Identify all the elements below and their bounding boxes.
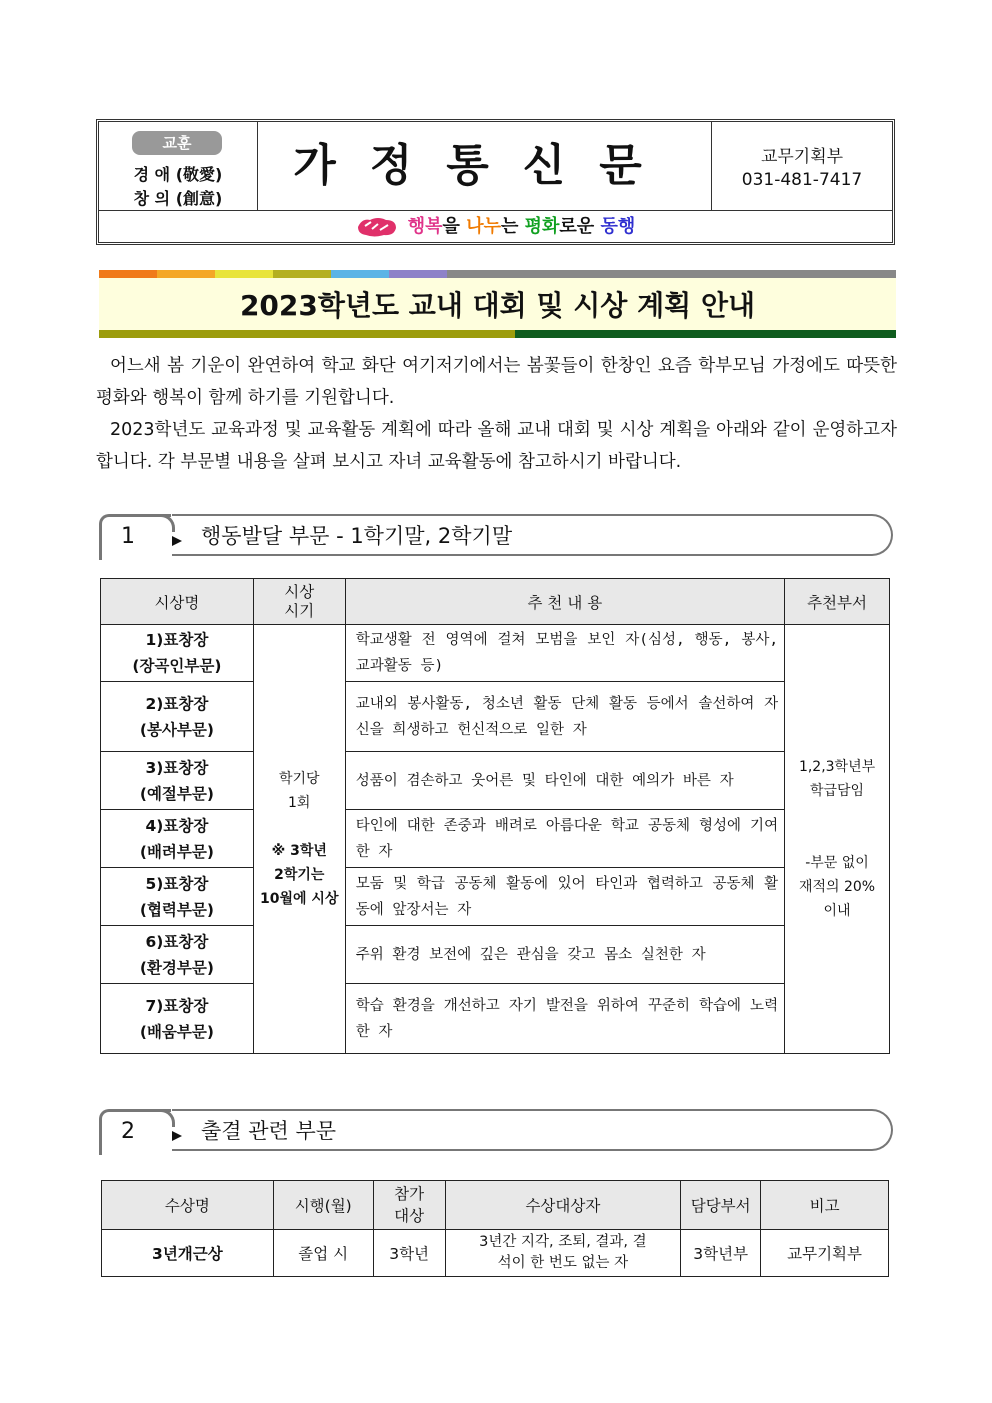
award-content: 타인에 대한 존중과 배려로 아름다운 학교 공동체 형성에 기여한 자 <box>345 810 784 868</box>
behavior-award-table <box>100 578 890 1054</box>
school-logo-icon <box>356 216 398 238</box>
contact-info <box>711 122 892 210</box>
header-award-name: 수상명 <box>102 1181 274 1230</box>
section-number: 2 <box>121 1119 135 1144</box>
table-header-row <box>101 579 890 625</box>
header-content: 추 천 내 용 <box>345 579 784 625</box>
award-time: 학기당 1회 ※ 3학년 2학기는 10월에 시상 <box>253 625 345 1054</box>
table-row <box>102 1230 889 1277</box>
table-row <box>101 868 890 926</box>
award-content: 학습 환경을 개선하고 자기 발전을 위하여 꾸준히 학습에 노력한 자 <box>345 984 784 1054</box>
award-content: 성품이 겸손하고 웃어른 및 타인에 대한 예의가 바른 자 <box>345 752 784 810</box>
slogan <box>99 212 892 242</box>
motto-tag: 교훈 <box>132 131 222 155</box>
attendance-award-table <box>101 1180 889 1277</box>
header-time: 시행(월) <box>273 1181 373 1230</box>
table-row <box>101 682 890 752</box>
slogan-text-1: 을 <box>442 216 467 237</box>
header-dept: 담당부서 <box>681 1181 761 1230</box>
header-top-row <box>99 122 892 211</box>
award-recipient: 3년간 지각, 조퇴, 결과, 결 석이 한 번도 없는 자 <box>445 1230 681 1277</box>
header-note: 비고 <box>761 1181 889 1230</box>
slogan-text-3: 로운 <box>559 216 601 237</box>
table-header-row <box>102 1181 889 1230</box>
newsletter-header <box>96 119 895 245</box>
phone-number: 031-481-7417 <box>741 170 863 190</box>
award-target: 3학년 <box>373 1230 445 1277</box>
table-row <box>101 810 890 868</box>
award-name: 5)표창장 (협력부문) <box>101 868 254 926</box>
slogan-share: 나누 <box>466 216 501 237</box>
table-row <box>101 625 890 682</box>
section-number: 1 <box>121 524 135 549</box>
table-row <box>101 984 890 1054</box>
notice-title: 2023학년도 교내 대회 및 시상 계획 안내 <box>239 289 756 322</box>
section-title: 행동발달 부문 - 1학기말, 2학기말 <box>201 524 513 548</box>
slogan-together: 동행 <box>600 216 636 237</box>
intro-paragraph-2: 2023학년도 교육과정 및 교육활동 계획에 따라 올해 교내 대회 및 시상 계획을 아래와 같이 운영하고자 합니다. 각 부문별 내용을 살펴 보시고 자녀 교육활동에 참고하시기 바랍니다. <box>96 420 897 472</box>
department: 교무기획부 <box>760 147 844 167</box>
school-motto <box>99 122 258 210</box>
header-award-time: 시상 시기 <box>253 579 345 625</box>
header-dept: 추천부서 <box>785 579 890 625</box>
award-name: 4)표창장 (배려부문) <box>101 810 254 868</box>
award-name: 1)표창장 (장곡인부문) <box>101 625 254 682</box>
table-row <box>101 926 890 984</box>
slogan-happy: 행복 <box>407 216 443 237</box>
award-content: 주위 환경 보전에 깊은 관심을 갖고 몸소 실천한 자 <box>345 926 784 984</box>
arrow-icon <box>172 536 182 546</box>
award-name: 3)표창장 (예절부문) <box>101 752 254 810</box>
award-time: 졸업 시 <box>273 1230 373 1277</box>
recommend-dept: 1,2,3학년부 학급담임 -부문 없이 재적의 20% 이내 <box>785 625 890 1054</box>
award-name: 3년개근상 <box>102 1230 274 1277</box>
section-title: 출결 관련 부문 <box>201 1119 337 1143</box>
header-target: 참가 대상 <box>373 1181 445 1230</box>
banner-bottom-colorbar <box>99 330 896 338</box>
header-award-name: 시상명 <box>101 579 254 625</box>
award-content: 교내외 봉사활동, 청소년 활동 단체 활동 등에서 솔선하여 자신을 희생하고 헌신적으로 일한 자 <box>345 682 784 752</box>
award-content: 모둠 및 학급 공동체 활동에 있어 타인과 협력하고 공동체 활동에 앞장서는 자 <box>345 868 784 926</box>
header-recipient: 수상대상자 <box>445 1181 681 1230</box>
arrow-icon <box>172 1131 182 1141</box>
award-note: 교무기획부 <box>761 1230 889 1277</box>
intro-paragraph-1: 어느새 봄 기운이 완연하여 학교 화단 여기저기에서는 봄꽃들이 한창인 요즘 학부모님 가정에도 따뜻한 평화와 행복이 함께 하기를 기원합니다. <box>96 356 897 408</box>
section-2-header <box>99 1109 893 1155</box>
table-row <box>101 752 890 810</box>
newsletter-title: 가정통신문 <box>293 140 676 191</box>
award-name: 6)표창장 (환경부문) <box>101 926 254 984</box>
motto-line-1: 경 애 (敬愛) <box>133 165 223 184</box>
motto-line-2: 창 의 (創意) <box>133 189 223 208</box>
award-content: 학교생활 전 영역에 걸쳐 모범을 보인 자(심성, 행동, 봉사, 교과활동 등) <box>345 625 784 682</box>
award-name: 7)표창장 (배움부문) <box>101 984 254 1054</box>
slogan-peace: 평화 <box>524 216 560 237</box>
section-1-header <box>99 514 893 560</box>
award-dept: 3학년부 <box>681 1230 761 1277</box>
banner-top-colorbar <box>99 270 896 278</box>
award-name: 2)표창장 (봉사부문) <box>101 682 254 752</box>
slogan-text-2: 는 <box>500 216 525 237</box>
